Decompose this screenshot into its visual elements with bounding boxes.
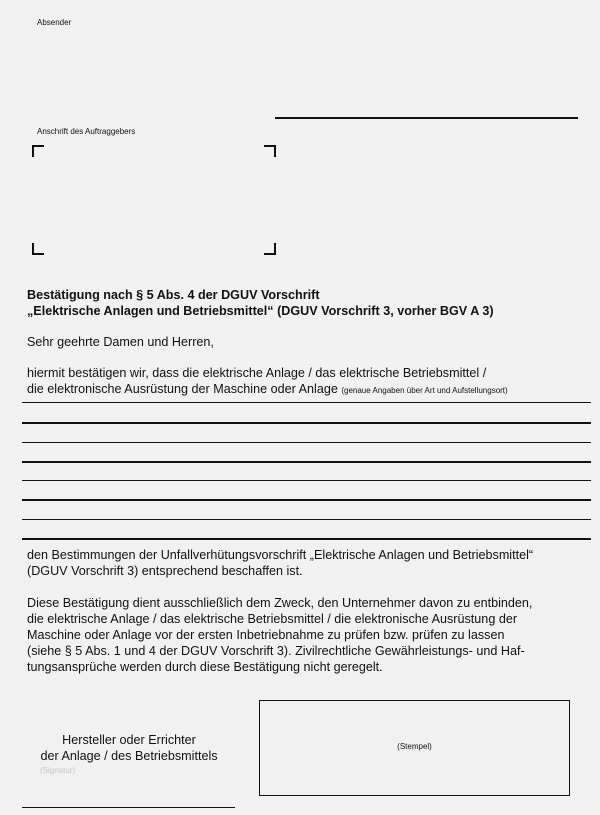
fill-line-5 — [22, 480, 591, 481]
purpose-line-4: (siehe § 5 Abs. 1 und 4 der DGUV Vorschrift 3). Zivilrechtliche Gewährleistungs- und Haf- — [27, 644, 525, 658]
stamp-box — [259, 700, 570, 796]
fill-line-4 — [22, 461, 591, 463]
address-corner-bottom-left — [32, 243, 44, 255]
sender-line — [275, 117, 578, 119]
fill-line-1 — [22, 402, 591, 403]
address-corner-top-right — [264, 145, 276, 157]
signature-line — [22, 807, 235, 808]
sender-label: Absender — [37, 18, 72, 27]
intro-note: (genaue Angaben über Art und Aufstellungsort) — [341, 386, 508, 395]
signature-faint-text: (Signatur) — [40, 766, 76, 775]
fill-line-2 — [22, 422, 591, 424]
signature-label-2: der Anlage / des Betriebsmittels — [40, 749, 218, 763]
heading-line-1: Bestätigung nach § 5 Abs. 4 der DGUV Vorschrift — [27, 288, 320, 302]
client-address-label: Anschrift des Auftraggebers — [37, 127, 136, 136]
address-corner-bottom-right — [264, 243, 276, 255]
intro-line-2-text: die elektronische Ausrüstung der Maschine oder Anlage — [27, 382, 338, 396]
purpose-line-2: die elektrische Anlage / das elektrische Betriebsmittel / die elektronische Ausrüstung der — [27, 612, 518, 626]
salutation: Sehr geehrte Damen und Herren, — [27, 335, 214, 349]
stamp-label: (Stempel) — [397, 742, 432, 751]
fill-line-3 — [22, 442, 591, 443]
heading-line-2: „Elektrische Anlagen und Betriebsmittel“ (DGUV Vorschrift 3, vorher BGV A 3) — [27, 304, 494, 318]
fill-line-8 — [22, 538, 591, 540]
purpose-line-3: Maschine oder Anlage vor der ersten Inbetriebnahme zu prüfen bzw. prüfen zu lassen — [27, 628, 505, 642]
purpose-line-5: tungsansprüche werden durch diese Bestätigung nicht geregelt. — [27, 660, 383, 674]
fill-line-6 — [22, 499, 591, 501]
address-corner-top-left — [32, 145, 44, 157]
compliance-line-2: (DGUV Vorschrift 3) entsprechend beschaffen ist. — [27, 564, 303, 578]
fill-line-7 — [22, 519, 591, 520]
purpose-line-1: Diese Bestätigung dient ausschließlich dem Zweck, den Unternehmer davon zu entbinden, — [27, 596, 533, 610]
compliance-line-1: den Bestimmungen der Unfallverhütungsvorschrift „Elektrische Anlagen und Betriebsmittel“ — [27, 548, 534, 562]
intro-line-1: hiermit bestätigen wir, dass die elektrische Anlage / das elektrische Betriebsmittel / — [27, 366, 487, 380]
signature-label-1: Hersteller oder Errichter — [62, 733, 196, 747]
intro-line-2 — [27, 381, 508, 399]
